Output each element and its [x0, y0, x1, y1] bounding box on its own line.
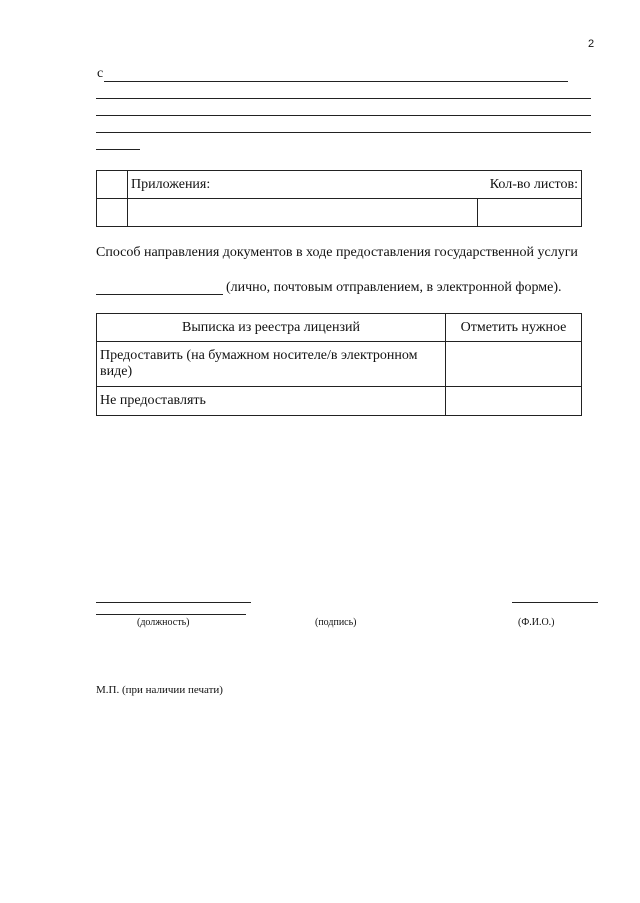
delivery-method-line — [96, 294, 223, 295]
name-caption: (Ф.И.О.) — [518, 617, 555, 628]
position-line-1 — [96, 602, 251, 603]
attachments-label: Приложения: — [131, 176, 211, 192]
delivery-method-hint: (лично, почтовым отправлением, в электронной форме). — [226, 280, 562, 295]
sheet-count-label: Кол-во листов: — [489, 176, 578, 192]
extract-row-provide: Предоставить (на бумажном носителе/в электронном виде) — [97, 342, 446, 387]
attachments-empty-name — [128, 199, 478, 227]
extract-row-not-provide: Не предоставлять — [97, 387, 446, 416]
stamp-note: М.П. (при наличии печати) — [96, 684, 223, 696]
attachments-header-cell — [128, 171, 582, 199]
extract-table — [96, 313, 582, 416]
attachments-empty-number — [97, 199, 128, 227]
extract-row-provide-mark — [446, 342, 582, 387]
attachments-empty-count — [478, 199, 582, 227]
attachments-number-cell — [97, 171, 128, 199]
position-line-2 — [96, 614, 246, 615]
extract-header-right: Отметить нужное — [446, 314, 582, 342]
extract-row-not-provide-mark — [446, 387, 582, 416]
page-number: 2 — [588, 38, 595, 50]
c-label: с — [97, 66, 104, 81]
fill-line-2 — [96, 98, 591, 99]
attachments-table — [96, 170, 582, 227]
fill-line-1 — [104, 81, 568, 82]
extract-header-left: Выписка из реестра лицензий — [97, 314, 446, 342]
fill-line-3 — [96, 115, 591, 116]
name-line — [512, 602, 598, 603]
delivery-method-text: Способ направления документов в ходе предоставления государственной услуги — [96, 245, 578, 260]
fill-line-5 — [96, 149, 140, 150]
signature-caption: (подпись) — [315, 617, 357, 628]
fill-line-4 — [96, 132, 591, 133]
position-caption: (должность) — [137, 617, 190, 628]
